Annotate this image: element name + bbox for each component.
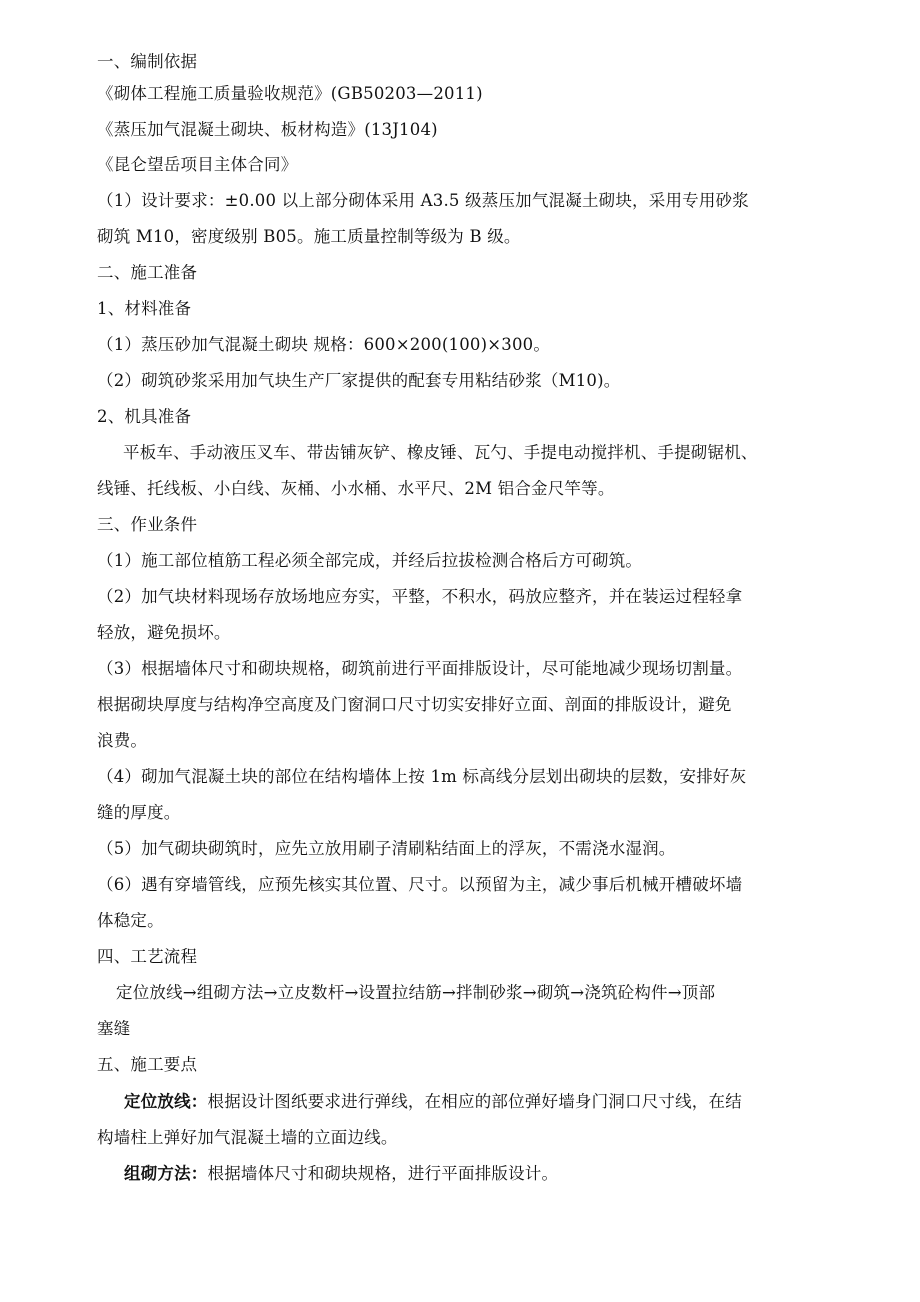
key-point-positioning-text: 根据设计图纸要求进行弹线，在相应的部位弹好墙身门洞口尺寸线，在结 — [207, 1092, 742, 1111]
section-2-heading: 二、施工准备 — [97, 263, 198, 282]
materials-subheading: 1、材料准备 — [97, 299, 192, 318]
section-4-heading: 四、工艺流程 — [97, 947, 198, 966]
process-flow-line-1: 定位放线→组砌方法→立皮数杆→设置拉结筋→拌制砂浆→砌筑→浇筑砼构件→顶部 — [116, 983, 716, 1002]
material-item-1: （1）蒸压砂加气混凝土砌块 规格：600×200(100)×300。 — [97, 335, 551, 354]
tools-subheading: 2、机具准备 — [97, 407, 192, 426]
tools-list-line-1: 平板车、手动液压叉车、带齿铺灰铲、橡皮锤、瓦勺、手提电动搅拌机、手提砌锯机、 — [123, 443, 758, 462]
condition-6-line-1: （6）遇有穿墙管线，应预先核实其位置、尺寸。以预留为主，减少事后机械开槽破坏墙 — [97, 875, 743, 894]
condition-5: （5）加气砌块砌筑时，应先立放用刷子清刷粘结面上的浮灰，不需浇水湿润。 — [97, 839, 676, 858]
condition-1: （1）施工部位植筋工程必须全部完成，并经后拉拔检测合格后方可砌筑。 — [97, 551, 643, 570]
reference-3: 《昆仑望岳项目主体合同》 — [97, 155, 298, 174]
condition-6-line-2: 体稳定。 — [97, 911, 164, 930]
condition-3-line-2: 根据砌块厚度与结构净空高度及门窗洞口尺寸切实安排好立面、剖面的排版设计，避免 — [97, 695, 732, 714]
condition-2-line-2: 轻放，避免损坏。 — [97, 623, 231, 642]
key-point-positioning-line-2: 构墙柱上弹好加气混凝土墙的立面边线。 — [97, 1128, 398, 1147]
condition-3-line-1: （3）根据墙体尺寸和砌块规格，砌筑前进行平面排版设计，尽可能地减少现场切割量。 — [97, 659, 743, 678]
section-5-heading: 五、施工要点 — [97, 1055, 198, 1074]
reference-1: 《砌体工程施工质量验收规范》(GB50203—2011) — [97, 84, 483, 103]
condition-2-line-1: （2）加气块材料现场存放场地应夯实，平整，不积水，码放应整齐，并在装运过程轻拿 — [97, 587, 743, 606]
condition-4-line-1: （4）砌加气混凝土块的部位在结构墙体上按 1m 标高线分层划出砌块的层数，安排好灰 — [97, 767, 747, 786]
key-point-masonry-term: 组砌方法： — [124, 1164, 208, 1183]
reference-2: 《蒸压加气混凝土砌块、板材构造》(13J104) — [97, 120, 438, 139]
key-point-masonry-method — [124, 1163, 825, 1185]
key-point-positioning — [124, 1091, 825, 1113]
key-point-positioning-term: 定位放线： — [124, 1092, 208, 1111]
design-requirement-line-1: （1）设计要求：±0.00 以上部分砌体采用 A3.5 级蒸压加气混凝土砌块，采用专用砂浆 — [97, 191, 749, 210]
process-flow-line-2: 塞缝 — [97, 1019, 131, 1038]
condition-4-line-2: 缝的厚度。 — [97, 803, 181, 822]
condition-3-line-3: 浪费。 — [97, 731, 148, 750]
section-3-heading: 三、作业条件 — [97, 515, 198, 534]
material-item-2: （2）砌筑砂浆采用加气块生产厂家提供的配套专用粘结砂浆（M10)。 — [97, 371, 621, 390]
section-1-heading: 一、编制依据 — [97, 52, 198, 71]
design-requirement-line-2: 砌筑 M10，密度级别 B05。施工质量控制等级为 B 级。 — [97, 227, 521, 246]
tools-list-line-2: 线锤、托线板、小白线、灰桶、小水桶、水平尺、2M 铝合金尺竿等。 — [97, 479, 615, 498]
key-point-masonry-text: 根据墙体尺寸和砌块规格，进行平面排版设计。 — [207, 1164, 559, 1183]
